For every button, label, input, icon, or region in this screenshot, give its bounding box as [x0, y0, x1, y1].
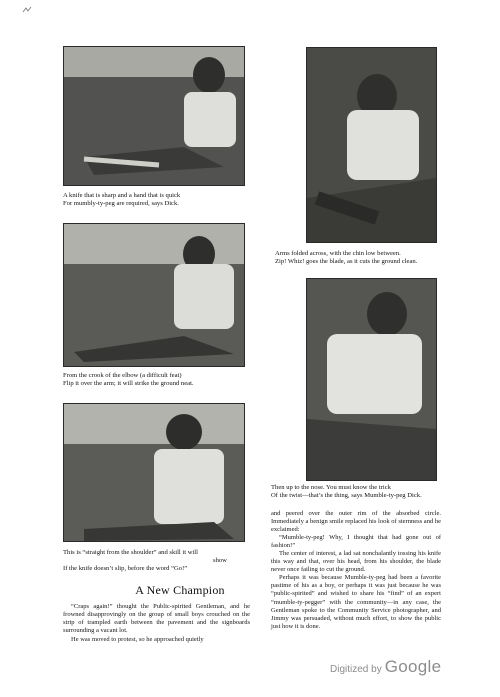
photo-boy-arms-folded	[306, 47, 437, 243]
caption-line: Zip! Whiz! goes the blade, as it cuts the ground clean.	[275, 258, 418, 266]
article-heading: A New Champion	[135, 583, 225, 597]
paragraph: “Craps again!” thought the Public-spirited Gentleman, and he frowned disapprovingly on the group of small boys crouched on the strip of trampled earth between the pavement and the signboards surrounding a vacant lot.	[63, 603, 250, 635]
caption-photo-1	[63, 192, 180, 208]
paragraph: and peered over the outer rim of the absorbed circle. Immediately a benign smile replaced his look of sternness and he exclaimed:	[271, 510, 441, 534]
caption-line: Of the twist—that’s the thing, says Mumble-ty-peg Dick.	[271, 492, 422, 500]
article-right-column	[271, 510, 441, 631]
photo-boy-knife-to-nose	[306, 278, 437, 481]
caption-line: Flip it over the arm; it will strike the ground neat.	[63, 380, 194, 388]
google-logo: Google	[384, 657, 442, 676]
caption-photo-2	[275, 250, 417, 266]
caption-line: A knife that is sharp and a hand that is quick	[63, 192, 181, 199]
photo-boy-sitting-knife	[63, 46, 245, 186]
watermark-prefix: Digitized by	[330, 664, 382, 675]
caption-photo-3	[63, 372, 194, 388]
caption-line: For mumbly-ty-peg are required, says Dick.	[63, 200, 179, 208]
caption-line: From the crook of the elbow (a difficult feat)	[63, 372, 182, 379]
caption-line: If the knife doesn’t slip, before the word “Go!”	[63, 565, 188, 573]
caption-line: Arms folded across, with the chin low between.	[275, 250, 401, 257]
caption-photo-5	[63, 549, 227, 574]
article-left-column	[63, 603, 250, 644]
digitized-watermark	[330, 657, 441, 677]
photo-boy-elbow-flip	[63, 223, 245, 367]
caption-line: This is “straight from the shoulder” and skill it will	[63, 549, 198, 556]
photo-boy-straight-from-shoulder	[63, 403, 245, 542]
paragraph: Perhaps it was because Mumble-ty-peg had been a favorite pastime of his as a boy, or perhaps it was just because he was “public-spirited” and wished to share his “find” of an expert “mumble-ty-pegger” with the community—in any case, the Gentleman spoke to the Community Service photographer, and Jimmy was persuaded, without much effort, to show the public just how it is done.	[271, 574, 441, 630]
paragraph: The center of interest, a lad sat nonchalantly tossing his knife this way and that, over his head, from his shoulder, the blade never once failing to cut the ground.	[271, 550, 441, 574]
caption-photo-4	[271, 484, 422, 500]
paragraph: He was moved to protest, so he approached quietly	[71, 635, 204, 643]
paragraph: “Mumble-ty-peg! Why, I thought that had gone out of fashion!”	[271, 534, 441, 550]
caption-line: show	[213, 557, 227, 565]
caption-line: Then up to the nose. You must know the trick	[271, 484, 391, 491]
corner-mark-icon	[22, 6, 32, 14]
